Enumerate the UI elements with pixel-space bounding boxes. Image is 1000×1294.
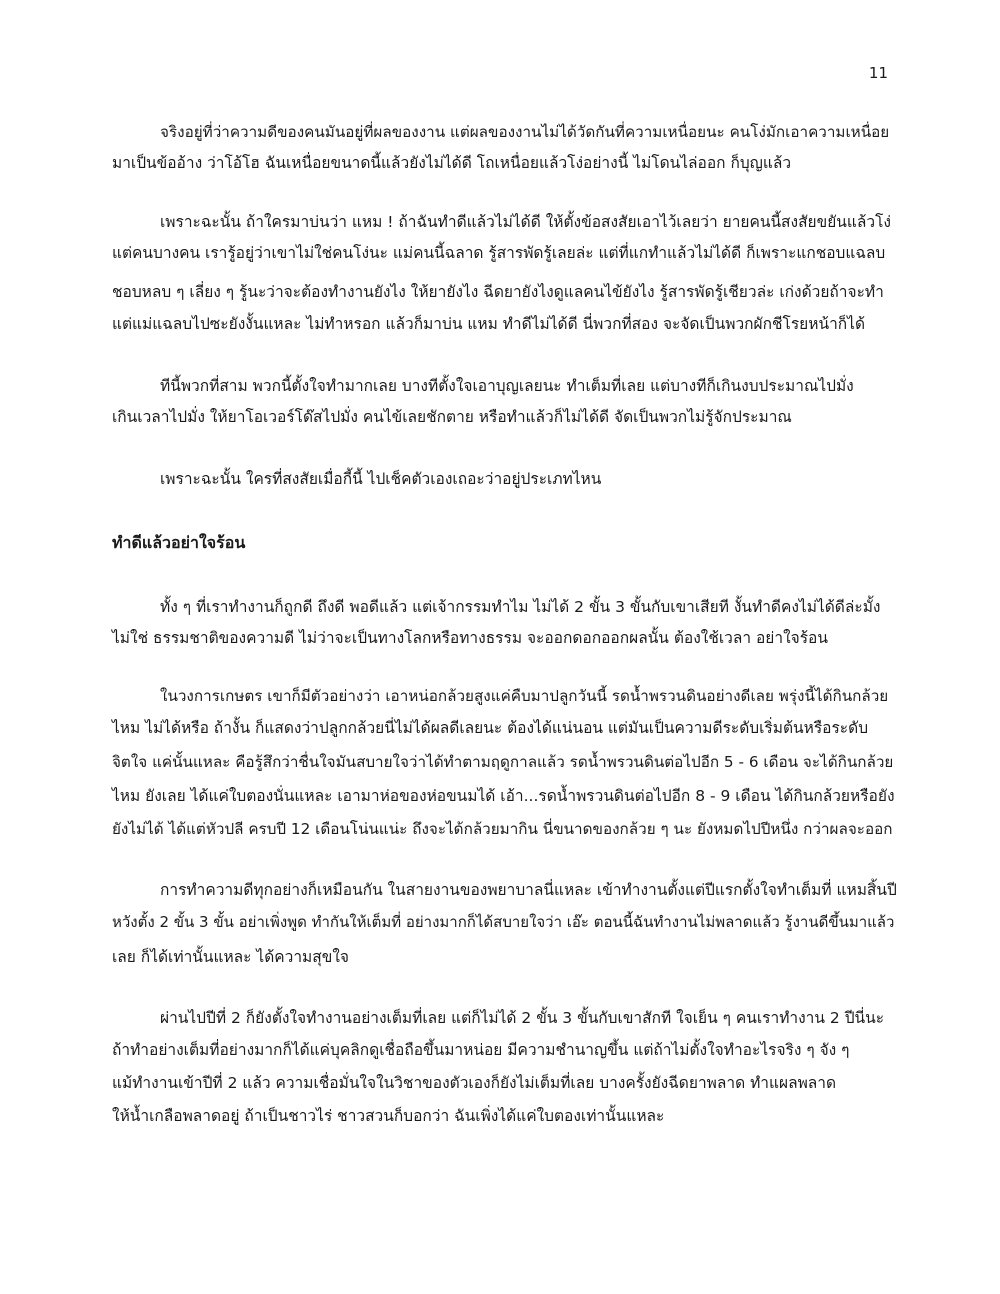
paragraph-6-line-1: ในวงการเกษตร เขาก็มีตัวอย่างว่า เอาหน่อกล้วยสูงแค่คืบมาปลูกวันนี้ รดน้ำพรวนดินอย่างดีเลย พรุ่งนี้ได้กินกล้วย (160, 687, 889, 705)
paragraph-8-line-2: ถ้าทำอย่างเต็มที่อย่างมากก็ได้แค่บุคลิกดูเชื่อถือขึ้นมาหน่อย มีความชำนาญขึ้น แต่ถ้าไม่ตั้งใจทำอะไรจริง ๆ จัง ๆ (112, 1041, 850, 1059)
paragraph-5-line-2: ไม่ใช่ ธรรมชาติของความดี ไม่ว่าจะเป็นทางโลกหรือทางธรรม จะออกดอกออกผลนั้น ต้องใช้เวลา อย่าใจร้อน (112, 629, 828, 647)
paragraph-5-line-1: ทั้ง ๆ ที่เราทำงานก็ถูกดี ถึงดี พอดีแล้ว แต่เจ้ากรรมทำไม ไม่ได้ 2 ขั้น 3 ขั้นกับเขาเสียที งั้นทำดีคงไม่ได้ดีล่ะมั้ง (160, 598, 881, 616)
paragraph-3-line-1: ทีนี้พวกที่สาม พวกนี้ตั้งใจทำมากเลย บางทีตั้งใจเอาบุญเลยนะ ทำเต็มที่เลย แต่บางทีก็เกินงบประมาณไปมั่ง (160, 377, 854, 395)
paragraph-7-line-3: เลย ก็ได้เท่านั้นแหละ ได้ความสุขใจ (112, 948, 349, 966)
paragraph-2-line-1: เพราะฉะนั้น ถ้าใครมาบ่นว่า แหม ! ถ้าฉันทำดีแล้วไม่ได้ดี ให้ตั้งข้อสงสัยเอาไว้เลยว่า ยายคนนี้สงสัยขยันแล้วโง่ (160, 213, 891, 231)
paragraph-6-line-2: ไหม ไม่ได้หรือ ถ้างั้น ก็แสดงว่าปลูกกล้วยนี่ไม่ได้ผลดีเลยนะ ต้องได้แน่นอน แต่มันเป็นความดีระดับเริ่มต้นหรือระดับ (112, 719, 869, 737)
paragraph-6-line-4: ไหม ยังเลย ได้แค่ใบตองนั่นแหละ เอามาห่อของห่อขนมได้ เอ้า...รดน้ำพรวนดินต่อไปอีก 8 - 9 เดือน ได้กินกล้วยหรือยัง (112, 787, 895, 805)
paragraph-4-line-1: เพราะฉะนั้น ใครที่สงสัยเมื่อกี้นี้ ไปเช็คตัวเองเถอะว่าอยู่ประเภทไหน (160, 470, 602, 488)
paragraph-7-line-2: หวังตั้ง 2 ขั้น 3 ขั้น อย่าเพิ่งพูด ทำกันให้เต็มที่ อย่างมากก็ได้สบายใจว่า เอ๊ะ ตอนนี้ฉันทำงานไม่พลาดแล้ว รู้งานดีขึ้นมาแล้ว (112, 913, 895, 931)
paragraph-8-line-3: แม้ทำงานเข้าปีที่ 2 แล้ว ความเชื่อมั่นใจในวิชาของตัวเองก็ยังไม่เต็มที่เลย บางครั้งยังฉีดยาพลาด ทำแผลพลาด (112, 1074, 837, 1092)
paragraph-8-line-1: ผ่านไปปีที่ 2 ก็ยังตั้งใจทำงานอย่างเต็มที่เลย แต่ก็ไม่ได้ 2 ขั้น 3 ขั้นกับเขาสักที ใจเย็น ๆ คนเราทำงาน 2 ปีนี่นะ (160, 1009, 885, 1027)
section-heading: ทำดีแล้วอย่าใจร้อน (112, 533, 246, 552)
paragraph-7-line-1: การทำความดีทุกอย่างก็เหมือนกัน ในสายงานของพยาบาลนี่แหละ เข้าทำงานตั้งแต่ปีแรกตั้งใจทำเต็มที่ แหมสิ้นปี (160, 881, 897, 899)
paragraph-1-line-1: จริงอยู่ที่ว่าความดีของคนมันอยู่ที่ผลของงาน แต่ผลของงานไม่ได้วัดกันที่ความเหนื่อยนะ คนโง่มักเอาความเหนื่อย (160, 123, 890, 141)
paragraph-2-line-2: แต่คนบางคน เรารู้อยู่ว่าเขาไม่ใช่คนโง่นะ แม่คนนี้ฉลาด รู้สารพัดรู้เลยล่ะ แต่ที่แกทำแล้วไม่ได้ดี ก็เพราะแกชอบแฉลบ (112, 244, 886, 262)
paragraph-1-line-2: มาเป็นข้ออ้าง ว่าโอ้โฮ ฉันเหนื่อยขนาดนี้แล้วยังไม่ได้ดี โถเหนื่อยแล้วโง่อย่างนี้ ไม่โดนไล่ออก ก็บุญแล้ว (112, 154, 792, 172)
paragraph-6-line-3: จิตใจ แค่นั้นแหละ คือรู้สึกว่าชื่นใจมันสบายใจว่าได้ทำตามฤดูกาลแล้ว รดน้ำพรวนดินต่อไปอีก 5 - 6 เดือน จะได้กินกล้วย (112, 753, 894, 771)
paragraph-3-line-2: เกินเวลาไปมั่ง ให้ยาโอเวอร์โด๊สไปมั่ง คนไข้เลยชักตาย หรือทำแล้วก็ไม่ได้ดี จัดเป็นพวกไม่รู้จักประมาณ (112, 408, 792, 426)
paragraph-8-line-4: ให้น้ำเกลือพลาดอยู่ ถ้าเป็นชาวไร่ ชาวสวนก็บอกว่า ฉันเพิ่งได้แค่ใบตองเท่านั้นแหละ (112, 1107, 665, 1125)
page-number: 11 (868, 64, 888, 82)
paragraph-6-line-5: ยังไม่ได้ ได้แต่หัวปลี ครบปี 12 เดือนโน่นแน่ะ ถึงจะได้กล้วยมากิน นี่ขนาดของกล้วย ๆ นะ ยังหมดไปปีหนึ่ง กว่าผลจะออก (112, 820, 893, 838)
paragraph-2-line-4: แต่แม่แฉลบไปซะยังงั้นแหละ ไม่ทำหรอก แล้วก็มาบ่น แหม ทำดีไม่ได้ดี นี่พวกที่สอง จะจัดเป็นพวกผักชีโรยหน้าก็ได้ (112, 315, 866, 333)
paragraph-2-line-3: ชอบหลบ ๆ เลี่ยง ๆ รู้นะว่าจะต้องทำงานยังไง ให้ยายังไง ฉีดยายังไงดูแลคนไข้ยังไง รู้สารพัดรู้เชียวล่ะ เก่งด้วยถ้าจะทำ (112, 283, 884, 301)
